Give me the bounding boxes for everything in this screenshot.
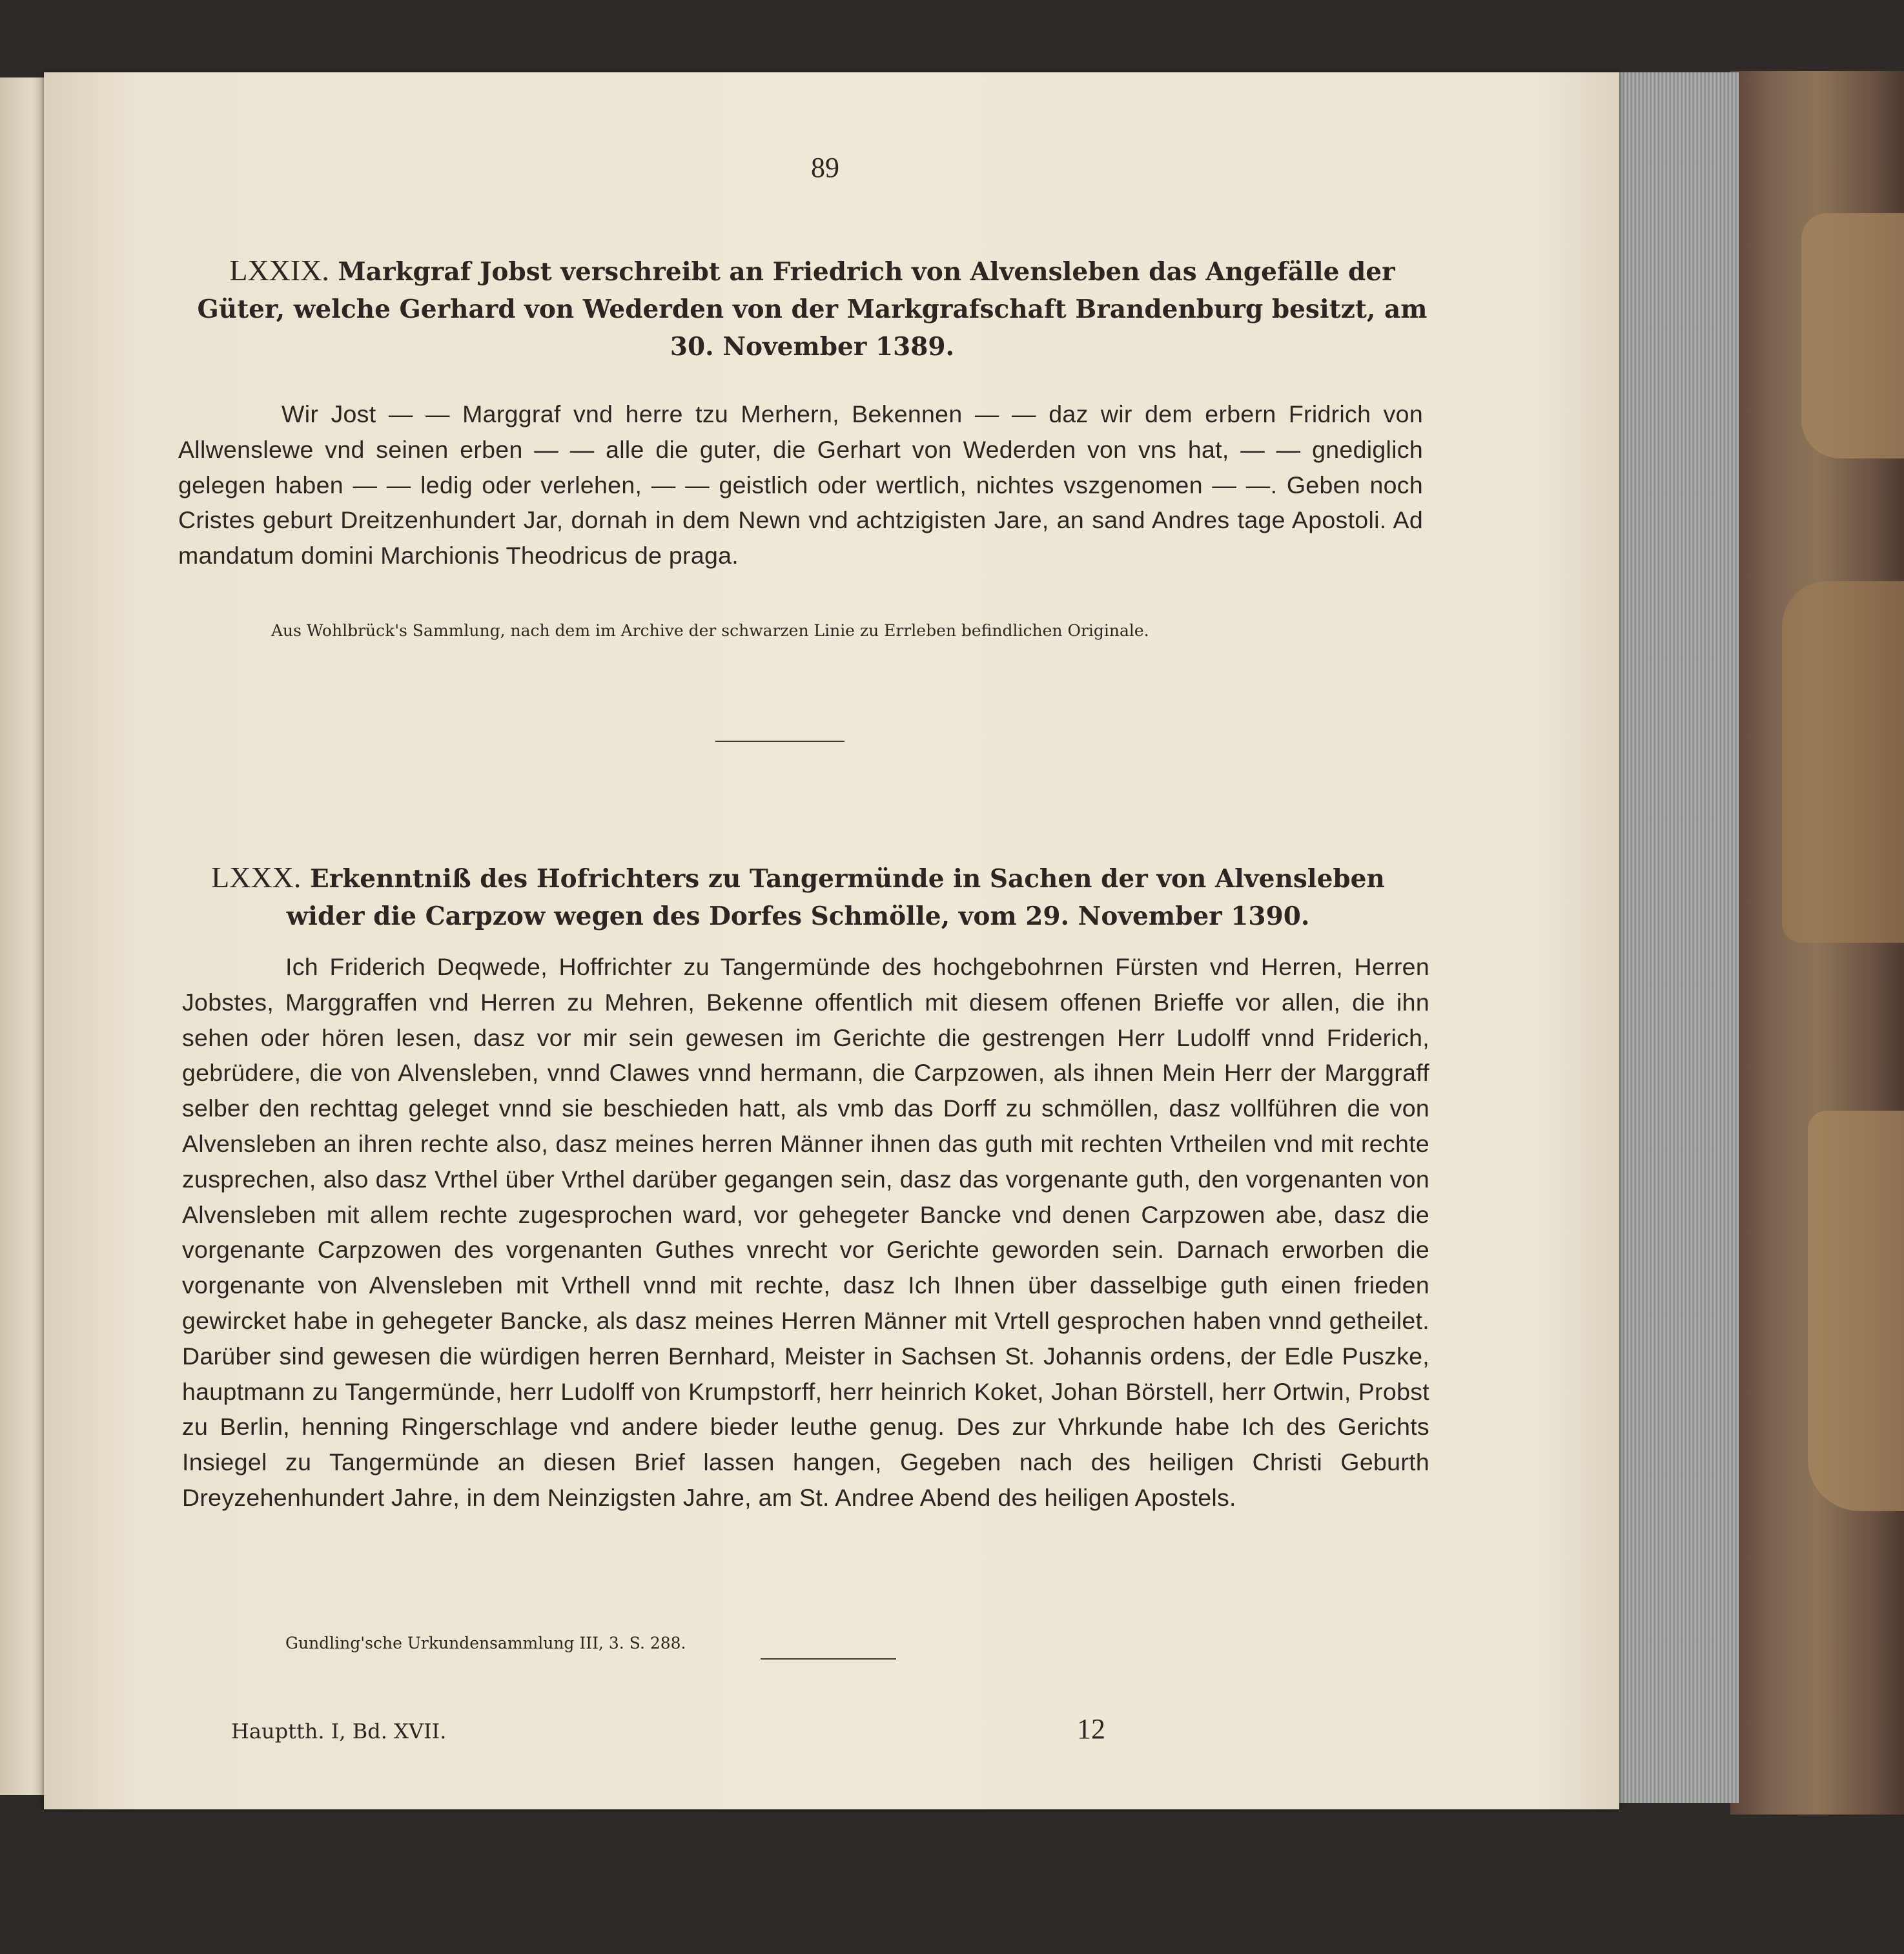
signature-mark: Hauptth. I, Bd. XVII.: [231, 1719, 447, 1743]
marbled-paper: [1782, 581, 1904, 943]
page-stack-edges: [1614, 72, 1739, 1803]
section-heading: [192, 252, 1432, 365]
section-divider: [715, 741, 845, 742]
document-text: Ich Friderich Deqwede, Hoffrichter zu Tangermünde des hochgebohrnen Fürsten vnd Herren, Herren Jobstes, Marggraffen vnd Herren zu Mehren, Bekenne offentlich mit diesem offenen Brieffe vor allen, die ihn sehen oder hören lesen, dasz vor mir sein gewesen im Gerichte die gestrengen Herr Ludolff vnnd Friderich, gebrüdere, die von Alvensleben, vnnd Clawes vnnd hermann, die Carpzowen, als ihnen Mein Herr der Marggraff selber den rechttag geleget vnnd sie beschieden hatt, als vmb das Dorff zu schmöllen, dasz vollführen die von Alvensleben an ihren rechte also, dasz meines herren Männer ihnen das guth mit rechten Vrtheilen vnd mit rechte zusprechen, also dasz Vrthel über Vrthel darüber gegangen sein, dasz das vorgenante guth, den vorgenanten von Alvensleben mit allem rechte zugesprochen ward, vor gehegeter Bancke vnd denen Carpzowen abe, dasz die vorgenante Carpzowen des vorgenanten Guthes vnrecht vor Gerichte geworden sein. Darnach erworben die vorgenante von Alvensleben mit Vrthell vnnd mit rechte, dasz Ich Ihnen über dasselbige guth einen frieden gewircket habe in gehegeter Bancke, als dasz meines Herren Männer mit Vrtell gesprochen haben vnnd getheilet. Darüber sind gewesen die würdigen herren Bernhard, Meister in Sachsen St. Johannis ordens, der Edle Puszke, hauptmann zu Tangermünde, herr Ludolff von Krumpstorff, herr heinrich Koket, Johan Börstell, herr Ortwin, Probst zu Berlin, henning Ringerschlage vnd andere bieder leuthe genug. Des zur Vhrkunde habe Ich des Gerichts Insiegel zu Tangermünde an diesen Brief lassen hangen, Gegeben nach des heiligen Christi Geburth Dreyzehenhundert Jahre, in dem Neinzigsten Jahre, am St. Andree Abend des heiligen Apostels.: [182, 953, 1429, 1511]
marbled-paper: [1801, 213, 1904, 458]
marbled-paper: [1808, 1111, 1904, 1511]
book-page: [44, 72, 1619, 1809]
section-title: Erkenntniß des Hofrichters zu Tangermünde in Sachen der von Alvensleben wider die Carpzow wegen des Dorfes Schmölle, vom 29. November 1390.: [286, 864, 1385, 931]
section-divider: [761, 1658, 896, 1660]
section-number: LXXX.: [211, 861, 302, 894]
section-title: Markgraf Jobst verschreibt an Friedrich von Alvensleben das Angefälle der Güter, welche Gerhard von Wederden von der Markgrafschaft Brandenburg besitzt, am 30. November 1389.: [197, 257, 1428, 362]
section-number: LXXIX.: [229, 254, 329, 287]
page-number: 89: [811, 152, 839, 183]
document-text: Wir Jost — — Marggraf vnd herre tzu Merhern, Bekennen — — daz wir dem erbern Fridrich von Allwenslewe vnd seinen erben — — alle die guter, die Gerhart von Wederden von vns hat, — — gnediglich gelegen haben — — ledig oder verlehen, — — geistlich oder wertlich, nichtes vszgenomen — —. Geben noch Cristes geburt Dreitzenhundert Jar, dornah in dem Newn vnd achtzigisten Jare, an sand Andres tage Apostoli. Ad mandatum domini Marchionis Theodricus de praga.: [178, 400, 1423, 570]
source-note: Aus Wohlbrück's Sammlung, nach dem im Archive der schwarzen Linie zu Errleben befindlichen Originale.: [271, 621, 1149, 640]
source-note: Gundling'sche Urkundensammlung III, 3. S. 288.: [285, 1634, 686, 1652]
section-heading: [178, 859, 1418, 935]
sheet-number: 12: [1077, 1713, 1105, 1745]
